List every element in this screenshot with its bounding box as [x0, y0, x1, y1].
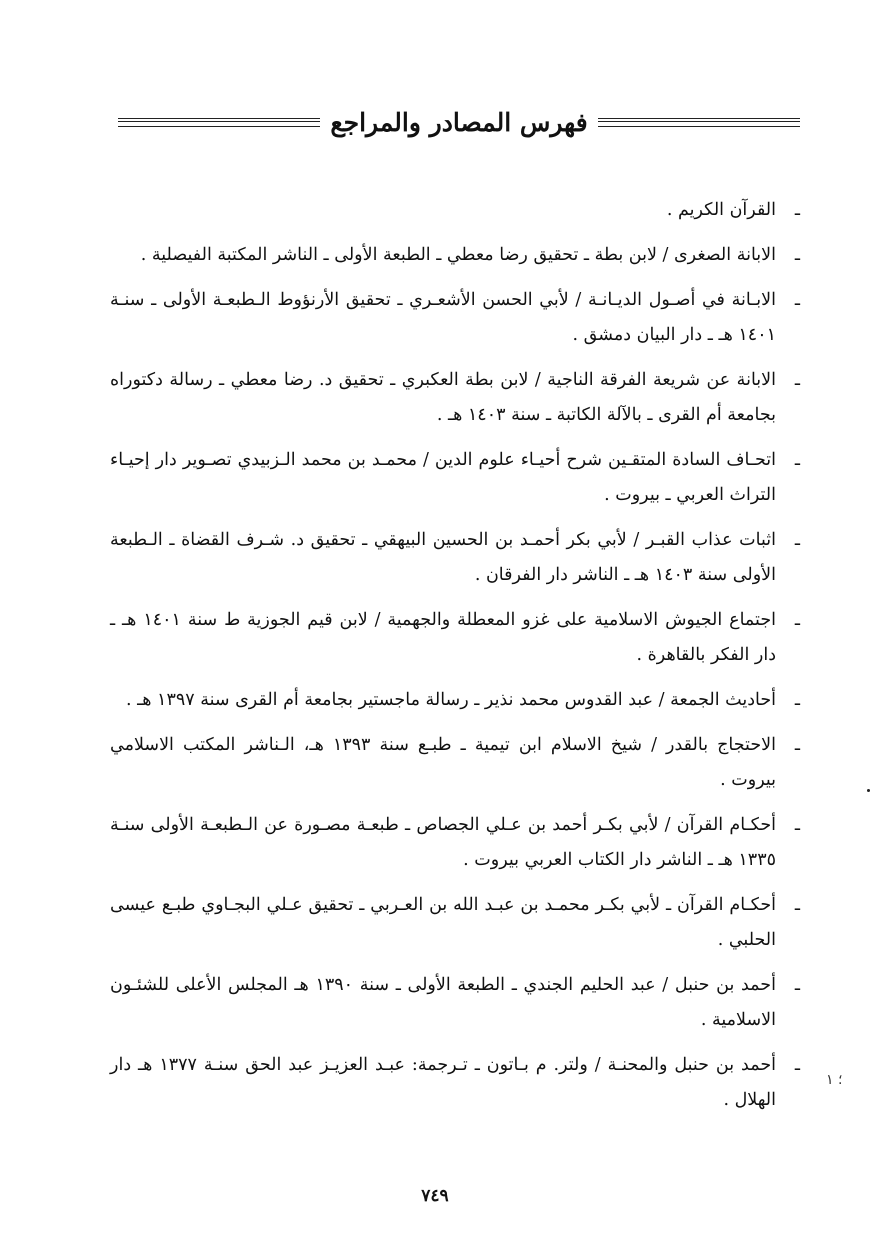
bullet-dash: ـ	[794, 610, 800, 630]
reference-text: القرآن الكريم .	[666, 200, 776, 220]
bullet-dash: ـ	[794, 530, 800, 550]
reference-text: اثبات عذاب القبـر / لأبي بكر أحمـد بن الحسين البيهقي ـ تحقيق د. شـرف القضاة ـ الـطبعة الأولى سنة ١٤٠٣ هـ ـ الناشر دار الفرقان .	[110, 530, 776, 585]
bullet-dash: ـ	[794, 370, 800, 390]
reference-item	[110, 683, 800, 718]
reference-item	[110, 968, 800, 1038]
bullet-dash: ـ	[794, 895, 800, 915]
margin-annotation: ؛ ١	[826, 1072, 843, 1088]
reference-item	[110, 193, 800, 228]
reference-text: أحمد بن حنبل والمحنـة / ولتر. م بـاتون ـ تـرجمة: عبـد العزيـز عبد الحق سنـة ١٣٧٧ هـ دار الهلال .	[110, 1055, 777, 1110]
reference-text: اتحـاف السادة المتقـين شرح أحيـاء علوم الدين / محمـد بن محمد الـزبيدي تصـوير دار إحيـاء التراث العربي ـ بيروت .	[110, 450, 776, 505]
reference-text: الاحتجاج بالقدر / شيخ الاسلام ابن تيمية ـ طبـع سنة ١٣٩٣ هـ، الـناشر المكتب الاسلامي بيروت .	[110, 735, 776, 790]
bullet-dash: ـ	[794, 1055, 800, 1075]
bullet-dash: ـ	[794, 450, 800, 470]
reference-text: اجتماع الجيوش الاسلامية على غزو المعطلة والجهمية / لابن قيم الجوزية ط سنة ١٤٠١ هـ ـ دار الفكر بالقاهرة .	[110, 610, 777, 665]
reference-item	[110, 363, 800, 433]
reference-item	[110, 443, 800, 513]
reference-list	[110, 193, 800, 1128]
bullet-dash: ـ	[794, 735, 800, 755]
reference-item	[110, 523, 800, 593]
reference-item	[110, 808, 800, 878]
reference-text: أحمد بن حنبل / عبد الحليم الجندي ـ الطبعة الأولى ـ سنة ١٣٩٠ هـ المجلس الأعلى للشئـون الاسلامية .	[110, 975, 776, 1030]
reference-item	[110, 1048, 800, 1118]
reference-item	[110, 238, 800, 273]
reference-text: أحكـام القرآن ـ لأبي بكـر محمـد بن عبـد الله بن العـربي ـ تحقيق عـلي البجـاوي طبـع عيسى الحلبي .	[110, 895, 776, 950]
reference-text: الابانة عن شريعة الفرقة الناجية / لابن بطة العكبري ـ تحقيق د. رضا معطي ـ رسالة دكتوراه بجامعة أم القرى ـ بالآلة الكاتبة ـ سنة ١٤٠٣ هـ .	[110, 370, 776, 425]
page-number: ٧٤٩	[421, 1186, 449, 1206]
reference-item	[110, 888, 800, 958]
reference-text: الابانة الصغرى / لابن بطة ـ تحقيق رضا معطي ـ الطبعة الأولى ـ الناشر المكتبة الفيصلية .	[140, 245, 776, 265]
page-title: فهرس المصادر والمراجع	[330, 107, 588, 137]
bullet-dash: ـ	[794, 200, 800, 220]
reference-text: أحكـام القرآن / لأبي بكـر أحمد بن عـلي الجصاص ـ طبعـة مصـورة عن الـطبعـة الأولى سنـة ١٣٣٥ هـ ـ الناشر دار الكتاب العربي بيروت .	[110, 815, 776, 870]
title-rule-right	[598, 118, 800, 127]
bullet-dash: ـ	[794, 815, 800, 835]
reference-item	[110, 283, 800, 353]
title-band	[118, 100, 800, 144]
bullet-dash: ـ	[794, 245, 800, 265]
reference-item	[110, 603, 800, 673]
reference-text: أحاديث الجمعة / عبد القدوس محمد نذير ـ رسالة ماجستير بجامعة أم القرى سنة ١٣٩٧ هـ .	[126, 690, 776, 710]
bullet-dash: ـ	[794, 290, 800, 310]
title-rule-left	[118, 118, 320, 127]
reference-item	[110, 728, 800, 798]
bullet-dash: ـ	[794, 690, 800, 710]
bullet-dash: ـ	[794, 975, 800, 995]
reference-text: الابـانة في أصـول الديـانـة / لأبي الحسن الأشعـري ـ تحقيق الأرنؤوط الـطبعـة الأولى ـ سنـة ١٤٠١ هـ ـ دار البيان دمشق .	[110, 290, 776, 345]
